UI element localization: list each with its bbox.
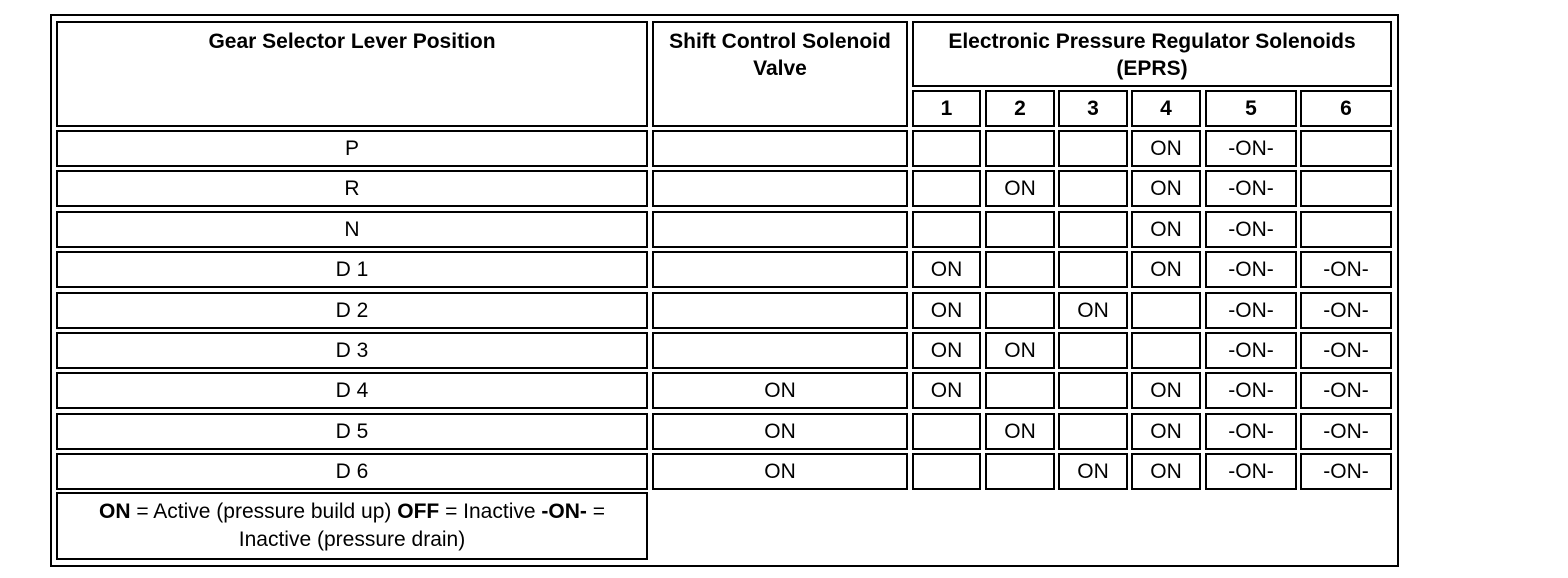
cell-eprs-3 bbox=[1058, 130, 1128, 167]
cell-position: D 5 bbox=[56, 413, 648, 450]
cell-eprs-2: ON bbox=[985, 332, 1055, 369]
legend-off-term: OFF bbox=[397, 500, 440, 523]
cell-eprs-6: -ON- bbox=[1300, 332, 1392, 369]
cell-eprs-6: -ON- bbox=[1300, 292, 1392, 329]
cell-shift-control bbox=[652, 332, 908, 369]
cell-eprs-4: ON bbox=[1131, 413, 1201, 450]
cell-eprs-1: ON bbox=[912, 332, 981, 369]
cell-eprs-5: -ON- bbox=[1205, 332, 1297, 369]
cell-position: D 6 bbox=[56, 453, 648, 490]
cell-eprs-6: -ON- bbox=[1300, 413, 1392, 450]
cell-eprs-3 bbox=[1058, 372, 1128, 409]
cell-position: P bbox=[56, 130, 648, 167]
cell-eprs-4: ON bbox=[1131, 170, 1201, 207]
cell-shift-control bbox=[652, 211, 908, 248]
cell-shift-control bbox=[652, 251, 908, 288]
cell-eprs-6: -ON- bbox=[1300, 453, 1392, 490]
cell-shift-control bbox=[652, 130, 908, 167]
header-eprs-2: 2 bbox=[985, 90, 1055, 127]
header-eprs-3: 3 bbox=[1058, 90, 1128, 127]
cell-shift-control: ON bbox=[652, 372, 908, 409]
cell-position: D 2 bbox=[56, 292, 648, 329]
header-eprs-1: 1 bbox=[912, 90, 981, 127]
cell-eprs-5: -ON- bbox=[1205, 211, 1297, 248]
legend-on-desc: = Active (pressure build up) bbox=[130, 500, 398, 523]
cell-eprs-6: -ON- bbox=[1300, 372, 1392, 409]
cell-shift-control: ON bbox=[652, 453, 908, 490]
cell-eprs-3 bbox=[1058, 170, 1128, 207]
cell-eprs-2 bbox=[985, 130, 1055, 167]
cell-eprs-2 bbox=[985, 211, 1055, 248]
cell-eprs-5: -ON- bbox=[1205, 170, 1297, 207]
cell-eprs-1 bbox=[912, 170, 981, 207]
cell-eprs-1 bbox=[912, 130, 981, 167]
cell-shift-control: ON bbox=[652, 413, 908, 450]
cell-position: N bbox=[56, 211, 648, 248]
cell-eprs-3 bbox=[1058, 332, 1128, 369]
cell-eprs-2: ON bbox=[985, 170, 1055, 207]
header-gear-position: Gear Selector Lever Position bbox=[56, 21, 648, 127]
cell-eprs-5: -ON- bbox=[1205, 130, 1297, 167]
cell-eprs-3: ON bbox=[1058, 453, 1128, 490]
cell-eprs-2 bbox=[985, 292, 1055, 329]
header-eprs-5: 5 bbox=[1205, 90, 1297, 127]
cell-eprs-4 bbox=[1131, 292, 1201, 329]
cell-eprs-1 bbox=[912, 211, 981, 248]
legend-drain-desc: = Inactive (pressure drain) bbox=[238, 500, 611, 551]
cell-eprs-4: ON bbox=[1131, 251, 1201, 288]
cell-eprs-4 bbox=[1131, 332, 1201, 369]
cell-eprs-5: -ON- bbox=[1205, 292, 1297, 329]
legend-note bbox=[56, 492, 648, 560]
cell-eprs-3: ON bbox=[1058, 292, 1128, 329]
cell-eprs-4: ON bbox=[1131, 211, 1201, 248]
cell-eprs-2: ON bbox=[985, 413, 1055, 450]
legend-text bbox=[60, 498, 644, 554]
cell-shift-control bbox=[652, 292, 908, 329]
header-eprs-6: 6 bbox=[1300, 90, 1392, 127]
cell-eprs-1: ON bbox=[912, 372, 981, 409]
cell-eprs-1 bbox=[912, 453, 981, 490]
cell-eprs-2 bbox=[985, 453, 1055, 490]
cell-eprs-3 bbox=[1058, 211, 1128, 248]
cell-eprs-2 bbox=[985, 251, 1055, 288]
cell-position: D 1 bbox=[56, 251, 648, 288]
cell-eprs-3 bbox=[1058, 413, 1128, 450]
cell-position: D 3 bbox=[56, 332, 648, 369]
cell-position: R bbox=[56, 170, 648, 207]
cell-eprs-1 bbox=[912, 413, 981, 450]
cell-eprs-4: ON bbox=[1131, 130, 1201, 167]
cell-eprs-6 bbox=[1300, 130, 1392, 167]
cell-eprs-5: -ON- bbox=[1205, 251, 1297, 288]
cell-eprs-2 bbox=[985, 372, 1055, 409]
header-eprs: Electronic Pressure Regulator Solenoids (EPRS) bbox=[912, 21, 1392, 87]
cell-eprs-5: -ON- bbox=[1205, 453, 1297, 490]
cell-shift-control bbox=[652, 170, 908, 207]
cell-eprs-5: -ON- bbox=[1205, 372, 1297, 409]
cell-eprs-1: ON bbox=[912, 292, 981, 329]
legend-on-term: ON bbox=[99, 500, 131, 523]
cell-eprs-1: ON bbox=[912, 251, 981, 288]
cell-eprs-5: -ON- bbox=[1205, 413, 1297, 450]
legend-drain-term: -ON- bbox=[541, 500, 587, 523]
header-eprs-4: 4 bbox=[1131, 90, 1201, 127]
legend-off-desc: = Inactive bbox=[439, 500, 542, 523]
cell-eprs-4: ON bbox=[1131, 372, 1201, 409]
cell-eprs-4: ON bbox=[1131, 453, 1201, 490]
cell-eprs-6: -ON- bbox=[1300, 251, 1392, 288]
cell-eprs-3 bbox=[1058, 251, 1128, 288]
cell-position: D 4 bbox=[56, 372, 648, 409]
cell-eprs-6 bbox=[1300, 211, 1392, 248]
cell-eprs-6 bbox=[1300, 170, 1392, 207]
header-shift-control: Shift Control Solenoid Valve bbox=[652, 21, 908, 127]
